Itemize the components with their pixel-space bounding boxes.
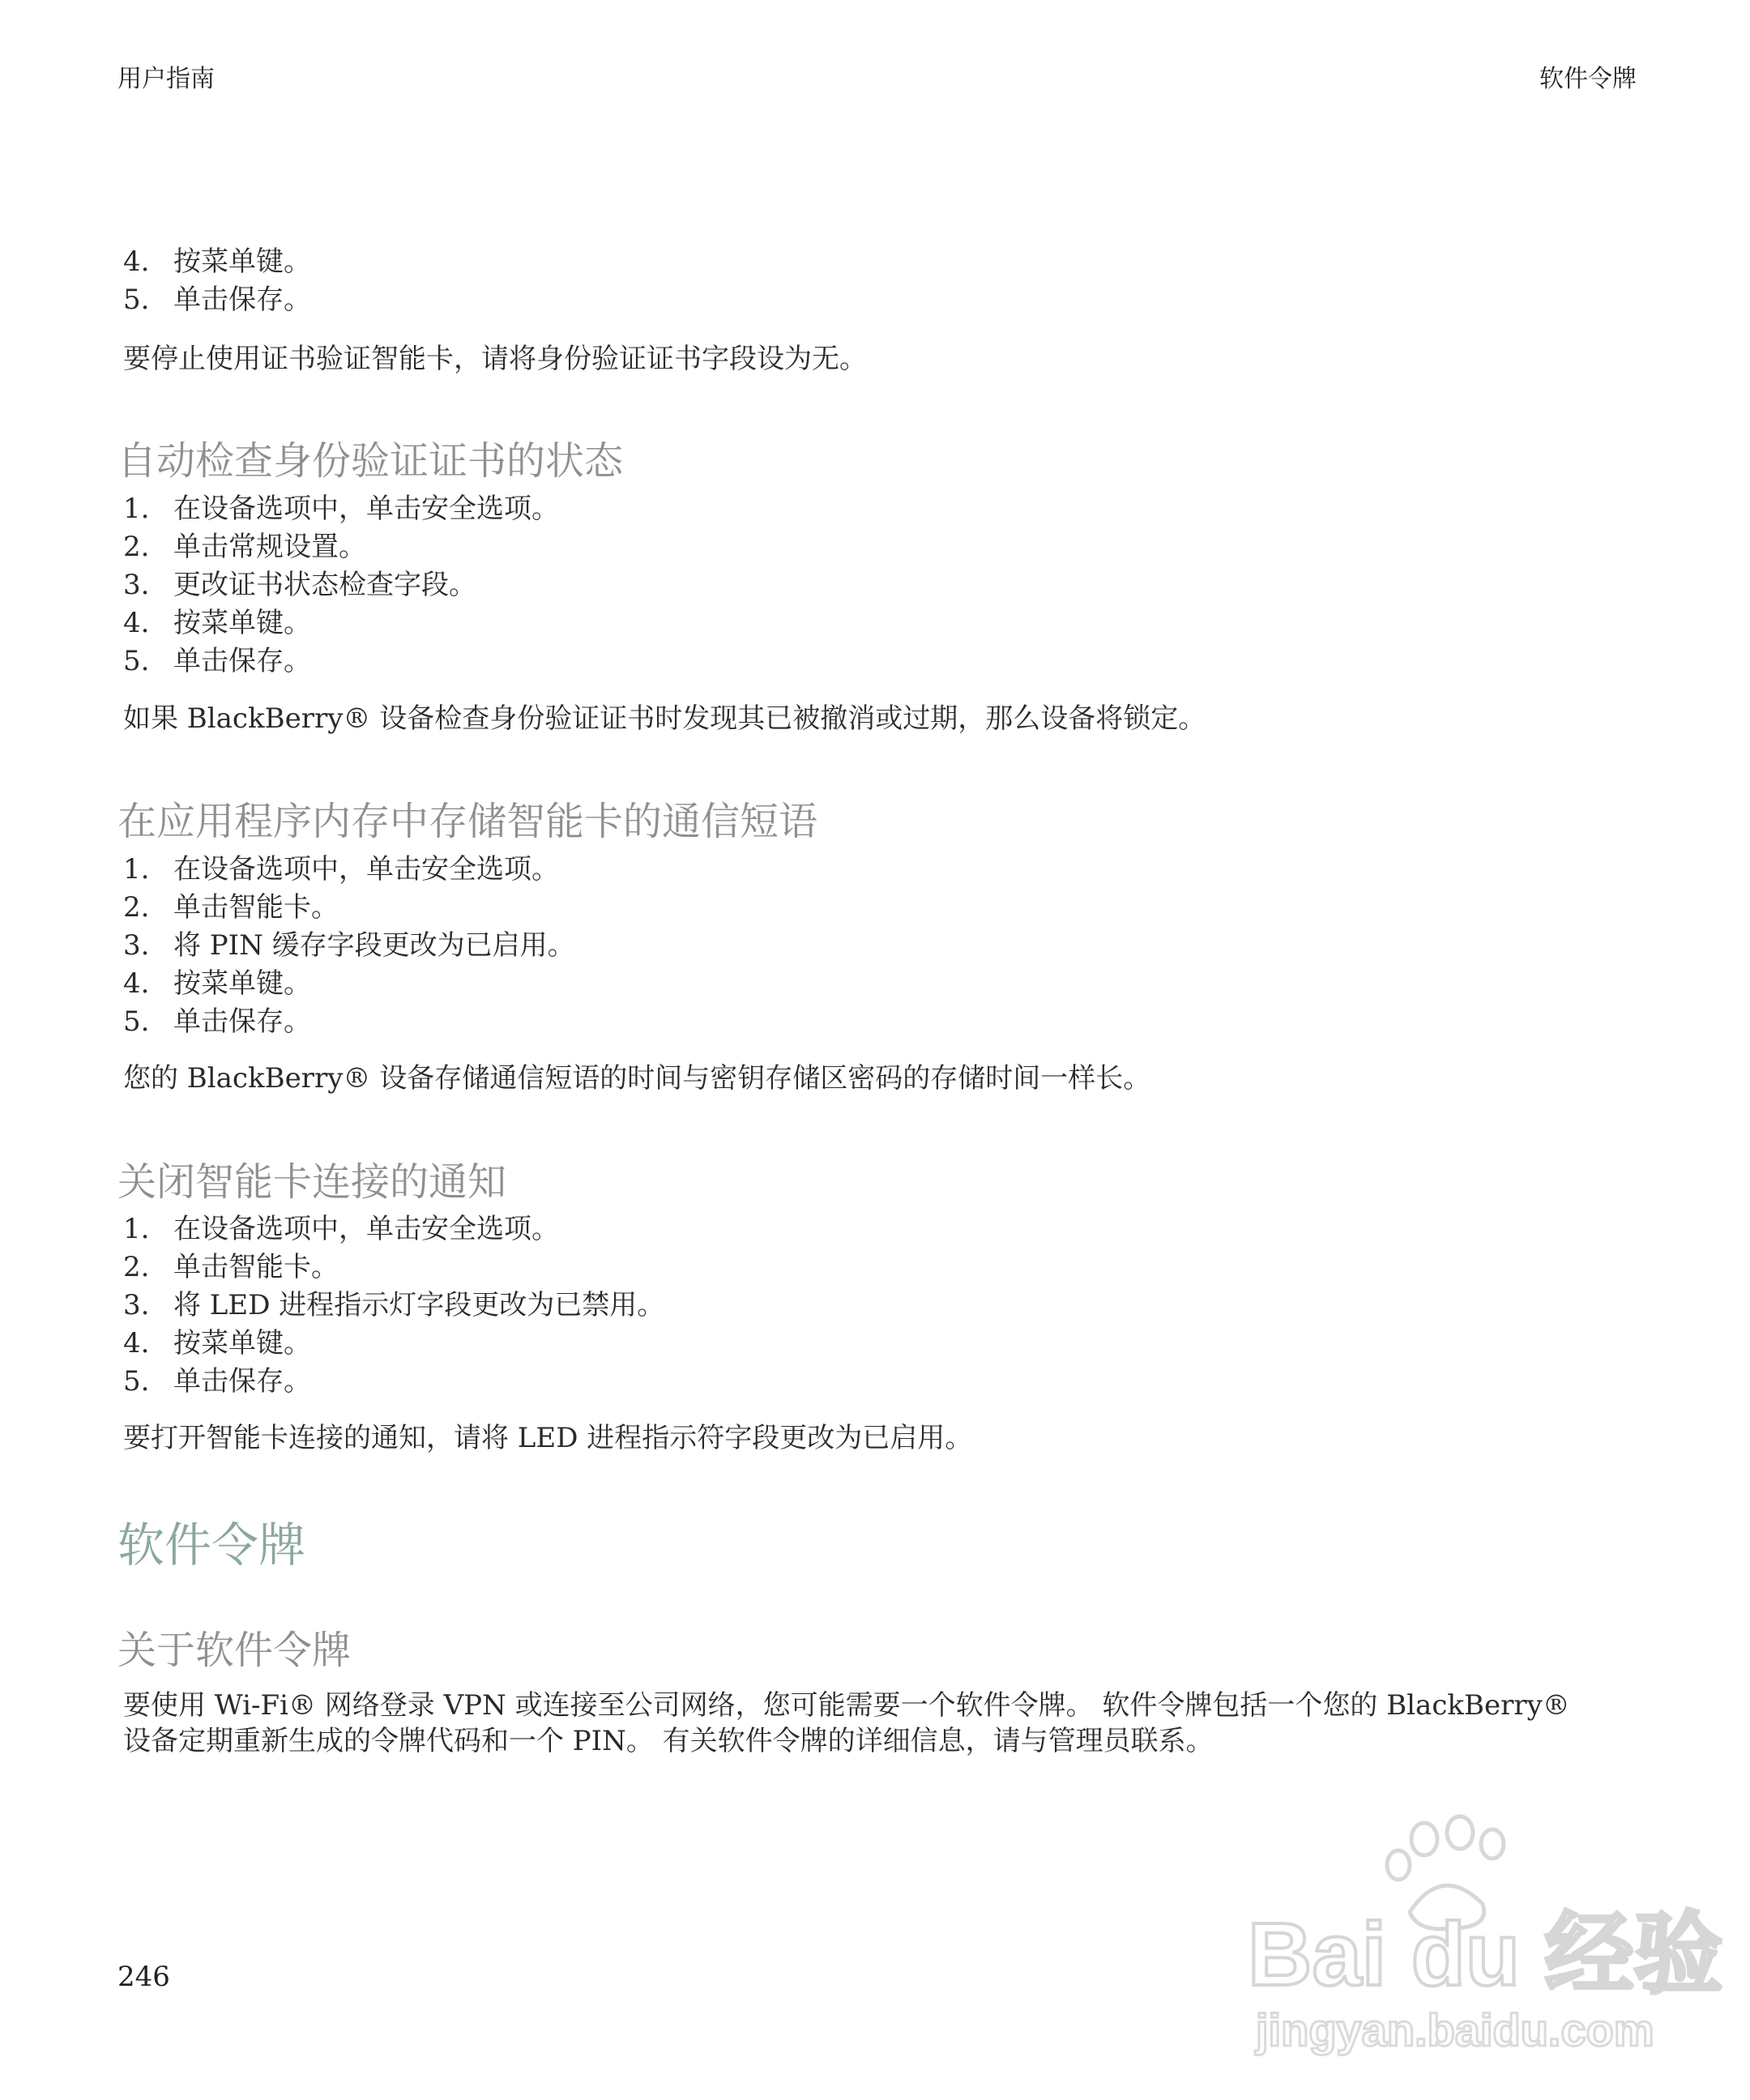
about-paragraph-line1: 要使用 Wi-Fi® 网络登录 VPN 或连接至公司网络，您可能需要一个软件令牌。 软件令牌包括一个您的 BlackBerry® xyxy=(123,1689,1570,1722)
note-paragraph: 您的 BlackBerry® 设备存储通信短语的时间与密钥存储区密码的存储时间一样长。 xyxy=(123,1062,1151,1095)
page-number: 246 xyxy=(117,1961,170,1993)
list-item: 5. 单击保存。 xyxy=(123,284,311,316)
section-heading: 在应用程序内存中存储智能卡的通信短语 xyxy=(117,799,818,844)
list-item: 1. 在设备选项中，单击安全选项。 xyxy=(123,1213,559,1245)
section-heading: 自动检查身份验证证书的状态 xyxy=(117,438,624,484)
list-item: 4. 按菜单键。 xyxy=(123,607,311,639)
section-heading: 关于软件令牌 xyxy=(117,1628,352,1673)
list-item: 3. 将 PIN 缓存字段更改为已启用。 xyxy=(123,929,575,962)
list-item: 2. 单击常规设置。 xyxy=(123,531,366,563)
list-item: 4. 按菜单键。 xyxy=(123,245,311,278)
list-item: 1. 在设备选项中，单击安全选项。 xyxy=(123,493,559,525)
watermark-brand: Bai du 经验 xyxy=(1248,1905,1723,2004)
running-header-right: 软件令牌 xyxy=(1539,65,1637,93)
watermark-url: jingyan.baidu.com xyxy=(1256,2004,1654,2055)
baidu-jingyan-watermark xyxy=(1240,1815,1723,2058)
list-item: 5. 单击保存。 xyxy=(123,1365,311,1398)
note-paragraph: 如果 BlackBerry® 设备检查身份验证证书时发现其已被撤消或过期，那么设备将锁定。 xyxy=(123,702,1206,735)
list-item: 2. 单击智能卡。 xyxy=(123,891,339,924)
about-paragraph-line2: 设备定期重新生成的令牌代码和一个 PIN。 有关软件令牌的详细信息，请与管理员联系。 xyxy=(123,1725,1214,1757)
list-item: 4. 按菜单键。 xyxy=(123,967,311,1000)
list-item: 3. 更改证书状态检查字段。 xyxy=(123,569,476,601)
note-paragraph: 要停止使用证书验证智能卡，请将身份验证证书字段设为无。 xyxy=(123,343,867,375)
running-header-left: 用户指南 xyxy=(117,65,215,93)
list-item: 3. 将 LED 进程指示灯字段更改为已禁用。 xyxy=(123,1289,665,1321)
list-item: 2. 单击智能卡。 xyxy=(123,1251,339,1283)
section-heading: 关闭智能卡连接的通知 xyxy=(117,1159,507,1205)
chapter-title: 软件令牌 xyxy=(117,1517,306,1573)
list-item: 5. 单击保存。 xyxy=(123,645,311,677)
note-paragraph: 要打开智能卡连接的通知，请将 LED 进程指示符字段更改为已启用。 xyxy=(123,1422,973,1454)
list-item: 1. 在设备选项中，单击安全选项。 xyxy=(123,853,559,886)
list-item: 4. 按菜单键。 xyxy=(123,1327,311,1359)
list-item: 5. 单击保存。 xyxy=(123,1005,311,1038)
